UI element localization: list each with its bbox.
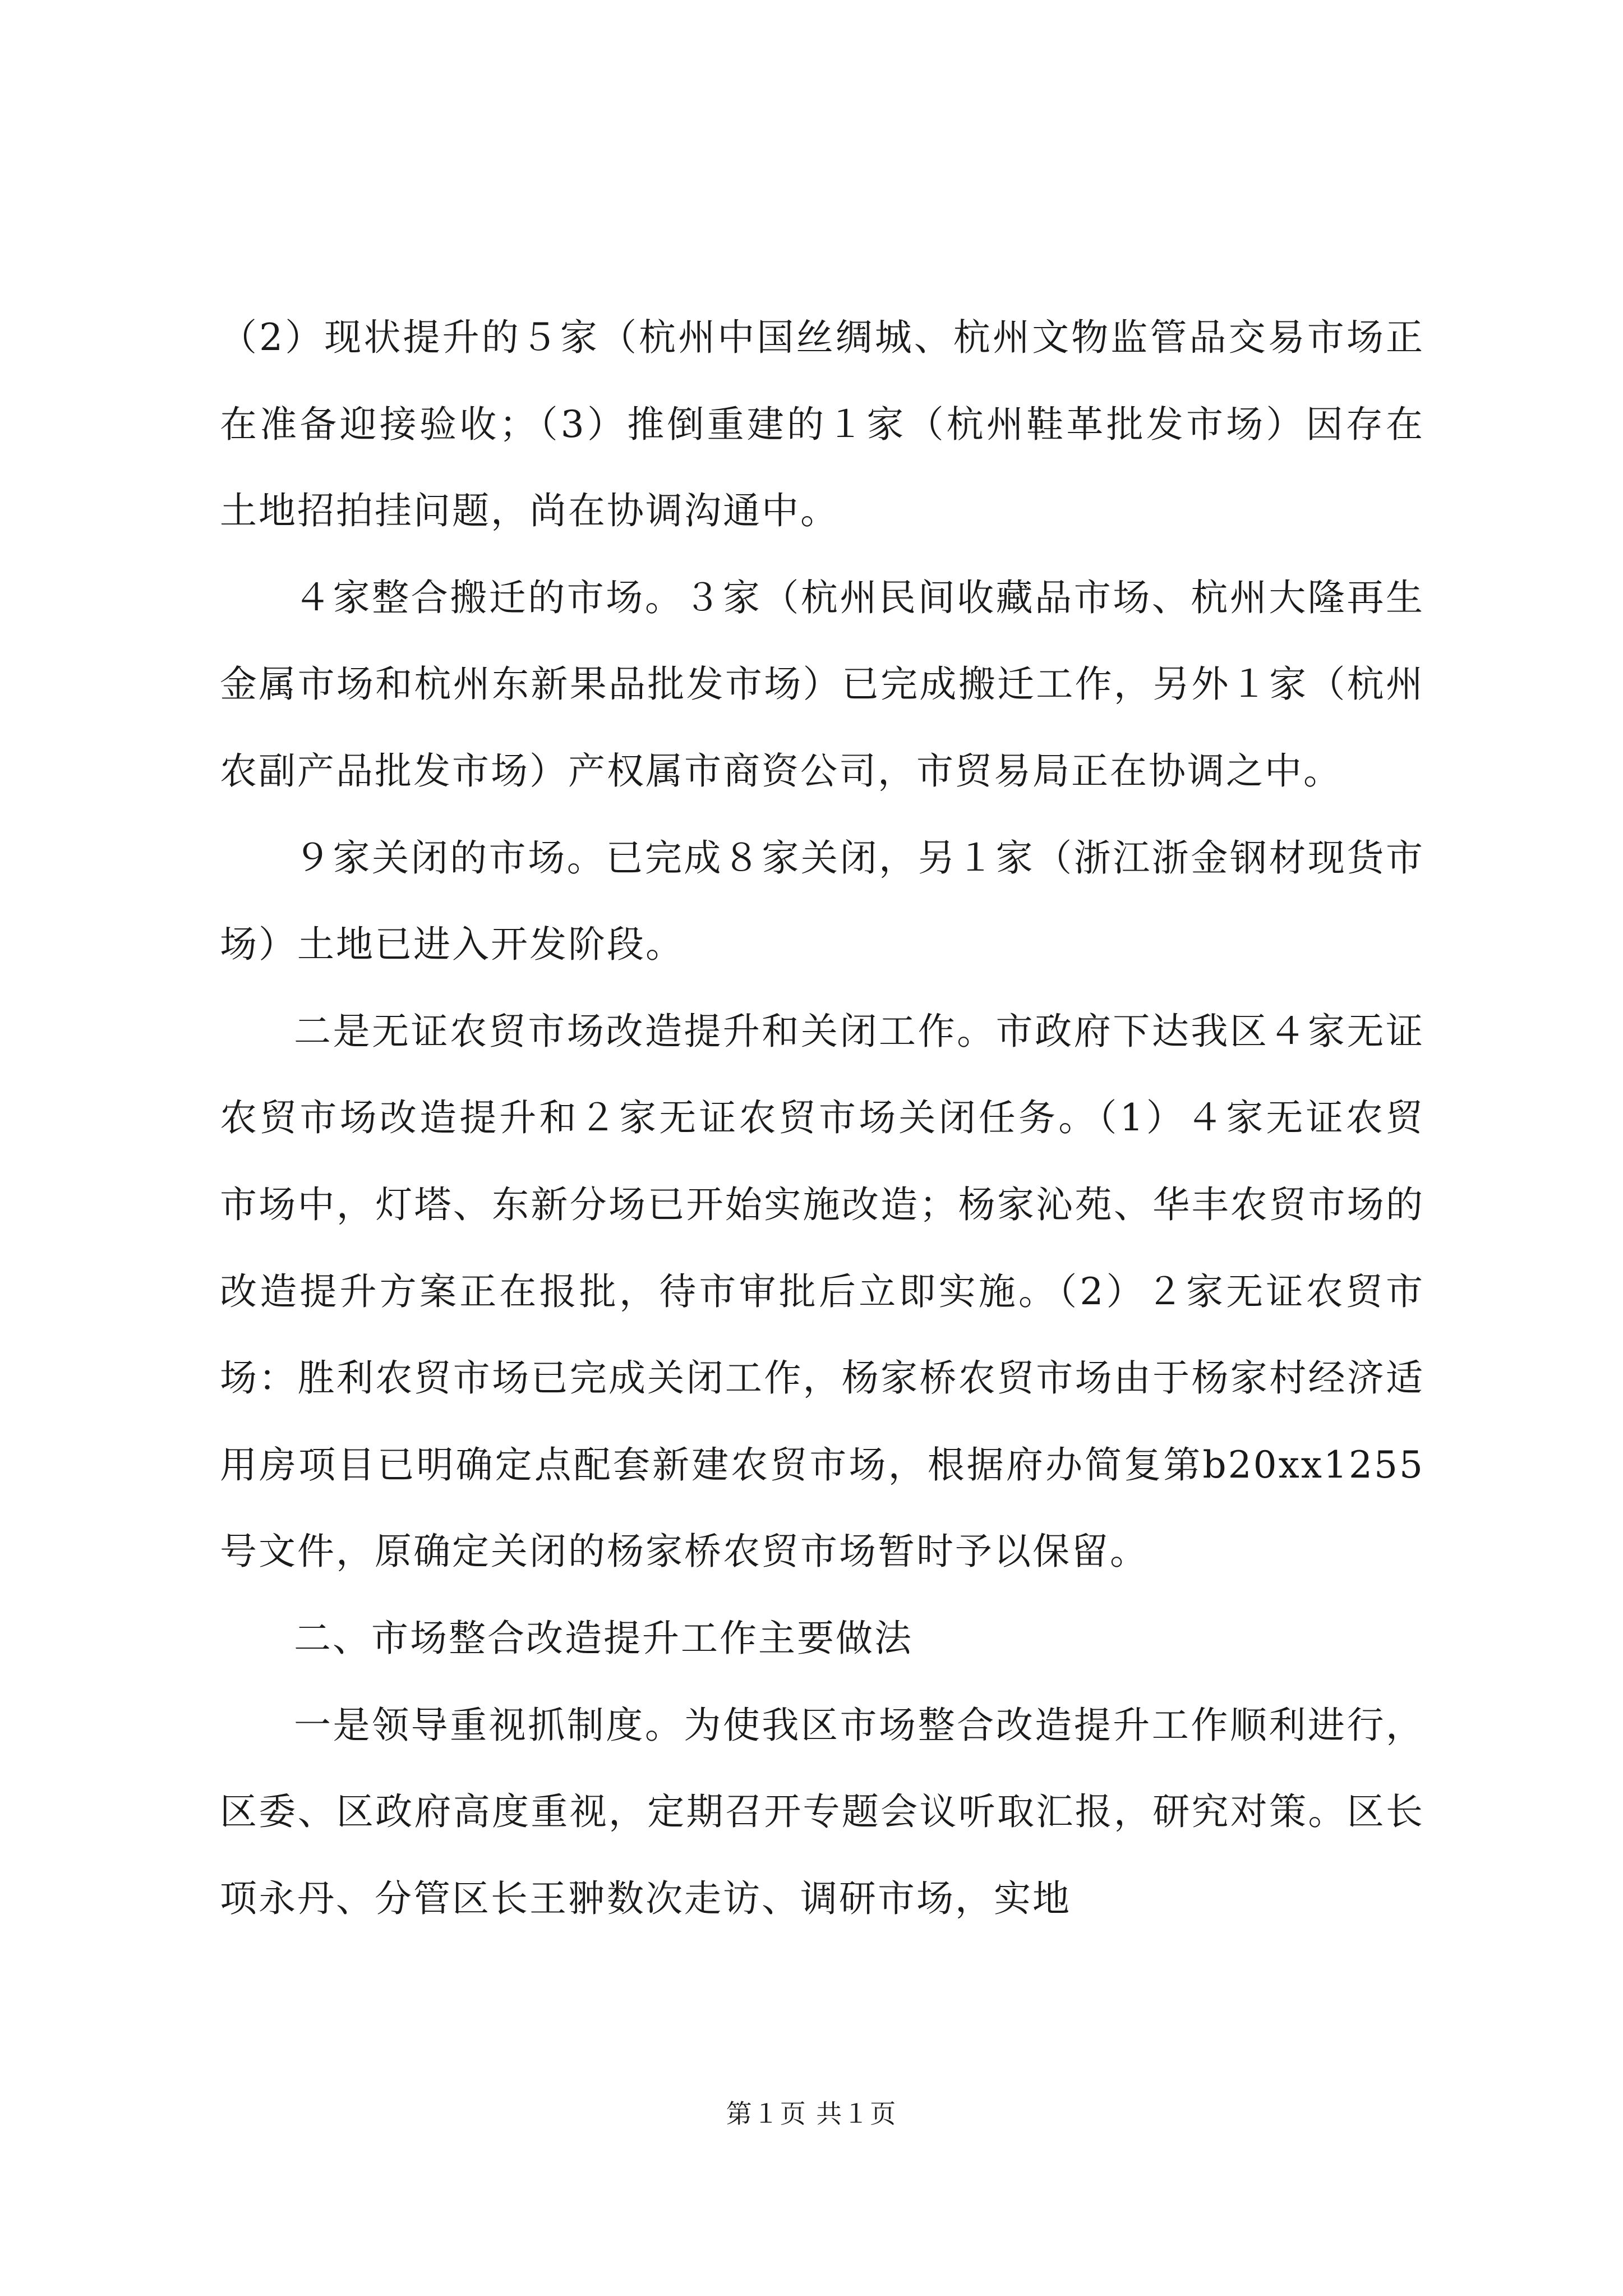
section-heading: 二、市场整合改造提升工作主要做法 bbox=[294, 1616, 913, 1660]
document-body bbox=[220, 295, 1424, 1942]
paragraph-4: 二是无证农贸市场改造提升和关闭工作。市政府下达我区４家无证农贸市场改造提升和２家无证农贸市场关闭任务。（1）４家无证农贸市场中，灯塔、东新分场已开始实施改造；杨家沁苑、华丰农贸市场的改造提升方案正在报批，待市审批后立即实施。（2）２家无证农贸市场：胜利农贸市场已完成关闭工作，杨家桥农贸市场由于杨家村经济适用房项目已明确定点配套新建农贸市场，根据府办简复第b20xx1255号文件，原确定关闭的杨家桥农贸市场暂时予以保留。 bbox=[220, 1009, 1424, 1573]
paragraph-2: ４家整合搬迁的市场。３家（杭州民间收藏品市场、杭州大隆再生金属市场和杭州东新果品批发市场）已完成搬迁工作，另外１家（杭州农副产品批发市场）产权属市商资公司，市贸易局正在协调之中。 bbox=[220, 576, 1424, 793]
page-number-footer: 第１页 共１页 bbox=[726, 2099, 897, 2129]
paragraph-6: 一是领导重视抓制度。为使我区市场整合改造提升工作顺利进行，区委、区政府高度重视，定期召开专题会议听取汇报，研究对策。区长项永丹、分管区长王翀数次走访、调研市场，实地 bbox=[220, 1703, 1424, 1920]
paragraph-3: ９家关闭的市场。已完成８家关闭，另１家（浙江浙金钢材现货市场）土地已进入开发阶段。 bbox=[220, 836, 1424, 967]
paragraph-1: （2）现状提升的５家（杭州中国丝绸城、杭州文物监管品交易市场正在准备迎接验收；（3）推倒重建的１家（杭州鞋革批发市场）因存在土地招拍挂问题，尚在协调沟通中。 bbox=[220, 316, 1424, 533]
